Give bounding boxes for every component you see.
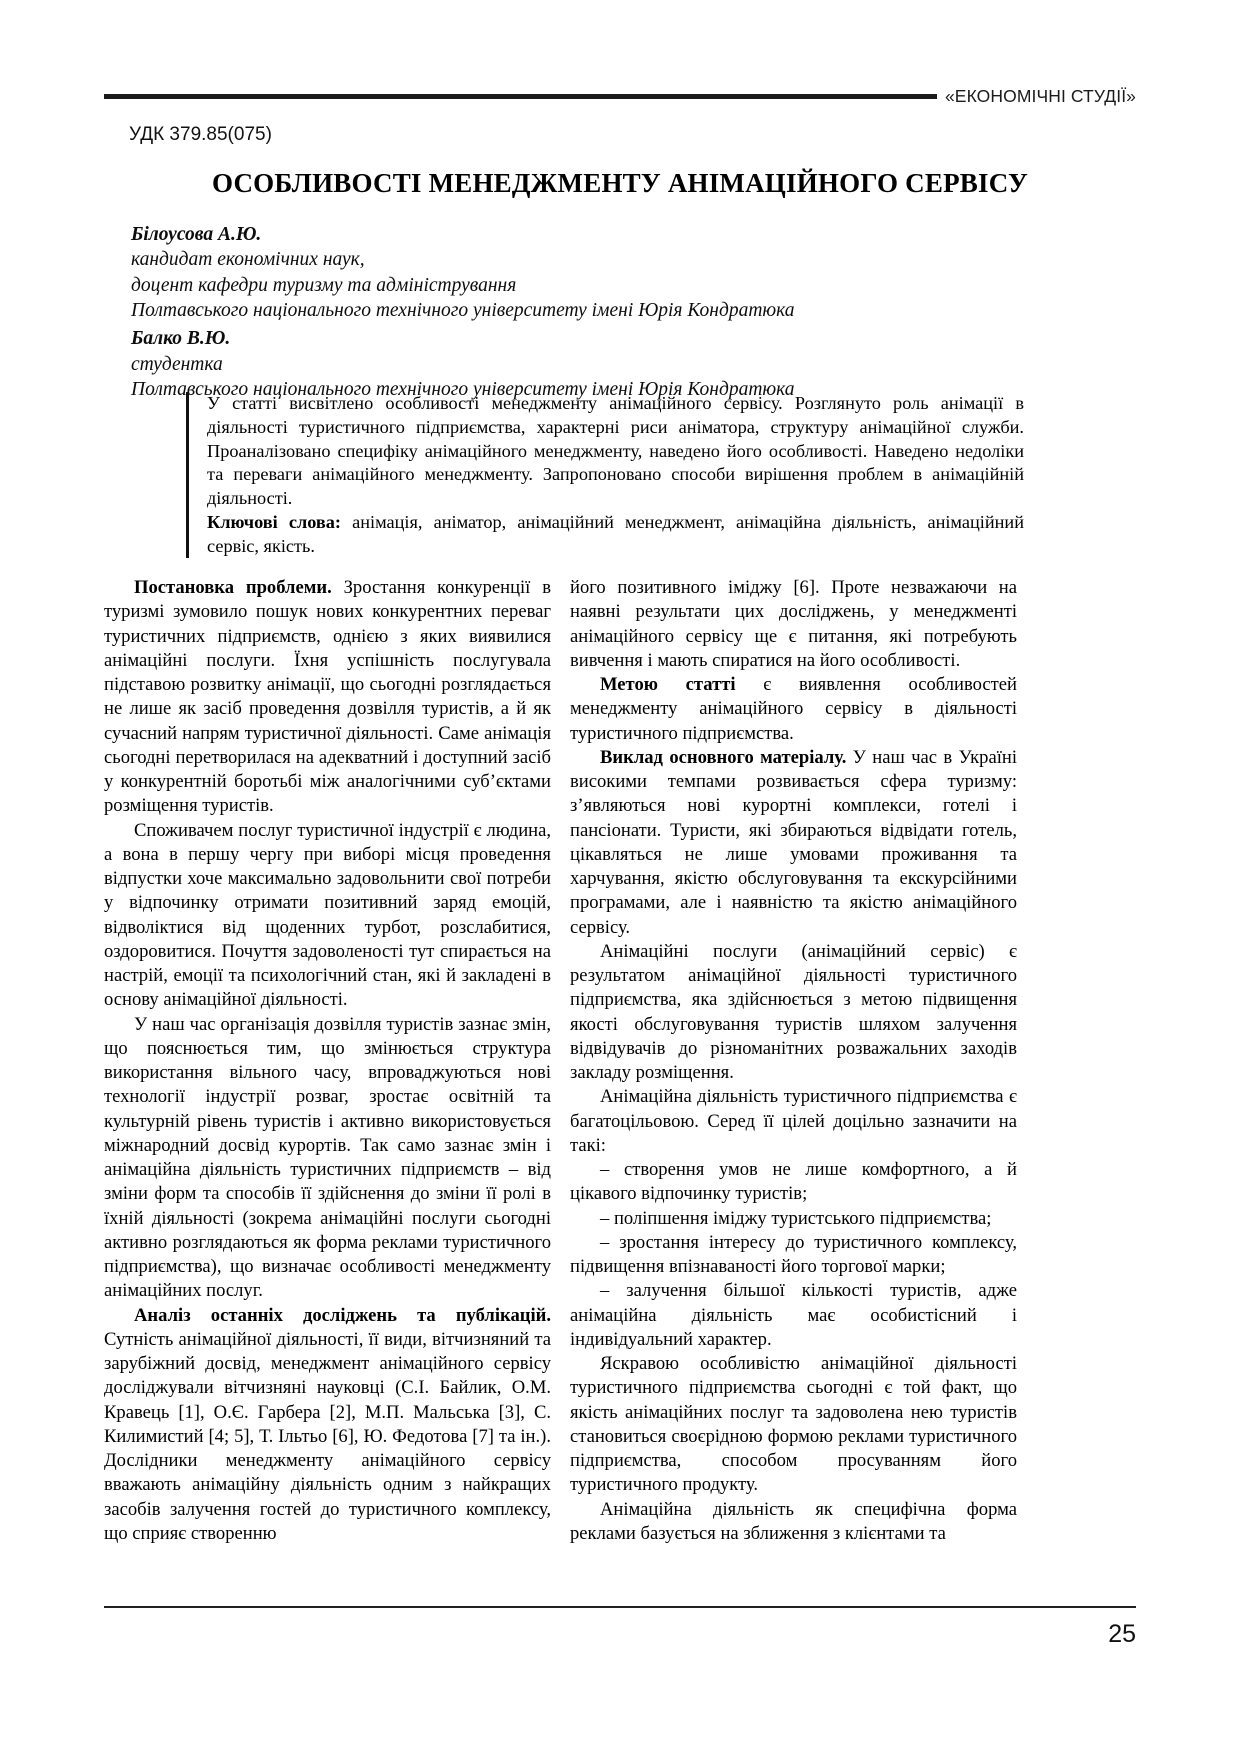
keywords-label: Ключові слова: [207, 511, 341, 532]
author-entry-2 [131, 326, 1131, 402]
paragraph [570, 1352, 1017, 1498]
body-column-right [570, 576, 1017, 1546]
paragraph-text: Анімаційна діяльність як специфічна форма реклами базується на зближення з клієнтами та [570, 1498, 1017, 1544]
paragraph-text: Сутність анімаційної діяльності, її види, вітчизняний та зарубіжний досвід, менеджмент анімаційного сервісу досліджували вітчизняні науковці (С.І. Байлик, О.М. Кравець [1], О.Є. Гарбера [2], М.П. Мальська [3], С. Килимистий [4; 5], Т. Ільтьо [6], Ю. Федотова [7] та ін.). Дослідники менеджменту анімаційного сервісу вважають анімаційну діяльність одним з найкращих засобів залучення гостей до туристичного комплексу, що сприяє створенню [104, 1328, 551, 1544]
paragraph-text: У наш час організація дозвілля туристів зазнає змін, що пояснюється тим, що змінюється структура використання вільного часу, впроваджуються нові технології індустрії розваг, зростає освітній та культурній рівень туристів і активно використовується міжнародний досвід курортів. Так само зазнає змін і анімаційна діяльність туристичних підприємств – від зміни форм та способів її здійснення до зміни її ролі в їхній діяльності (зокрема анімаційні послуги сьогодні активно розглядаються як форма реклами туристичного підприємства), що визначає особливості менеджменту анімаційних послуг. [104, 1013, 551, 1302]
paragraph [570, 940, 1017, 1086]
udc-code: УДК 379.85(075) [129, 124, 272, 145]
author-name: Балко В.Ю. [131, 328, 231, 350]
paragraph-text: Зростання конкуренції в туризмі зумовило пошук нових конкурентних переваг туристичних підприємств, однією з яких виявилися анімаційні послуги. Їхня успішність послугувала підставою розвитку анімації, що сьогодні розглядається не лише як засіб проведення дозвілля туристів, а й як сучасний напрям туристичної діяльності. Саме анімація сьогодні перетворилася на адекватний і доступний засіб у конкурентній боротьбі між аналогічними суб’єктами розміщення туристів. [104, 577, 551, 817]
paragraph-text: У наш час в Україні високими темпами розвивається сфера туризму: з’являються нові курортні комплекси, готелі і пансіонати. Туристи, які збираються відвідати готель, цікавляться не лише умовами проживання та харчування, якістю обслуговування та екскурсійними програмами, але і наявністю та якістю анімаційного сервісу. [570, 746, 1017, 938]
author-entry-1 [131, 222, 1131, 323]
paragraph-text: є виявлення особливостей менеджменту анімаційного сервісу в діяльності туристичного підприємства. [570, 674, 1017, 744]
keywords-text: анімація, аніматор, анімаційний менеджмент, анімаційна діяльність, анімаційний сервіс, якість. [207, 511, 1024, 556]
author-affiliation: Полтавського національного технічного університету імені Юрія Кондратюка [131, 379, 795, 401]
paragraph-heading: Виклад основного матеріалу. [600, 746, 847, 768]
paragraph-text: Анімаційна діяльність туристичного підприємства є багатоцільовою. Серед її цілей доцільно зазначити на такі: [570, 1086, 1017, 1156]
paragraph-text: Анімаційні послуги (анімаційний сервіс) є результатом анімаційної діяльності туристичного підприємства, яка здійснюється з метою підвищення якості обслуговування туристів шляхом залучення відвідувачів до різноманітних розважальних заходів закладу розміщення. [570, 940, 1017, 1083]
list-item-text: – зростання інтересу до туристичного комплексу, підвищення впізнаваності його торгової марки; [570, 1231, 1017, 1277]
list-item [570, 1158, 1017, 1207]
abstract-text: У статті висвітлено особливості менеджменту анімаційного сервісу. Розглянуто роль анімації в діяльності туристичного підприємства, характерні риси аніматора, структуру анімаційної служби. Проаналізовано специфіку анімаційного менеджменту, наведено його особливості. Наведено недоліки та переваги анімаційного менеджменту. Запропоновано способи вирішення проблем в анімаційній діяльності. [207, 393, 1024, 509]
paragraph-heading: Метою статті [600, 674, 736, 695]
article-title: ОСОБЛИВОСТІ МЕНЕДЖМЕНТУ АНІМАЦІЙНОГО СЕРВІСУ [211, 168, 1029, 198]
paragraph-heading: Аналіз останніх досліджень та публікацій. [134, 1304, 551, 1326]
author-name: Білоусова А.Ю. [131, 224, 262, 245]
paragraph [104, 819, 551, 1013]
paragraph-heading: Постановка проблеми. [134, 577, 332, 598]
paragraph [570, 1498, 1017, 1547]
page-number: 25 [1108, 1620, 1136, 1648]
running-head-rule [104, 94, 937, 99]
running-head [104, 78, 1136, 106]
paragraph [570, 673, 1017, 746]
list-item [570, 1279, 1017, 1352]
author-role-line-1: студентка [131, 353, 223, 375]
paragraph [104, 576, 551, 819]
paragraph-text: його позитивного іміджу [6]. Проте незважаючи на наявні результати цих досліджень, у менеджменті анімаційного сервісу ще є питання, які потребують вивчення і мають спиратися на його особливості. [570, 577, 1017, 671]
author-affiliation: Полтавського національного технічного університету імені Юрія Кондратюка [131, 300, 795, 322]
list-item-text: – створення умов не лише комфортного, а й цікавого відпочинку туристів; [570, 1159, 1017, 1205]
author-role-line-1: кандидат економічних наук, [131, 249, 365, 271]
paragraph-text: Яскравою особливістю анімаційної діяльності туристичного підприємства сьогодні є той факт, що якість анімаційних послуг та задоволена нею туристів становиться своєрідною формою реклами туристичного підприємства, способом просуванням його туристичного продукту. [570, 1353, 1017, 1496]
journal-name: «ЕКОНОМІЧНІ СТУДІЇ» [944, 85, 1136, 106]
paragraph [570, 746, 1017, 940]
list-item-text: – поліпшення іміджу туристського підприємства; [600, 1207, 992, 1229]
paragraph [570, 1085, 1017, 1158]
paragraph [104, 1304, 551, 1547]
paragraph-text: Споживачем послуг туристичної індустрії є людина, а вона в першу чергу при виборі місця проведення відпустки хоче максимально задовольнити свої потреби у відпочинку отримати позитивний заряд емоцій, відволіктися від щоденних турбот, розслабитися, оздоровитися. Почуття задоволеності тут спирається на настрій, емоції та психологічний стан, які й закладені в основу анімаційної діяльності. [104, 819, 551, 1011]
body-column-left [104, 576, 551, 1546]
paragraph [104, 1013, 551, 1304]
list-item [570, 1207, 1017, 1231]
list-item-text: – залучення більшої кількості туристів, адже анімаційна діяльність має особистісний і індивідуальний характер. [570, 1280, 1017, 1350]
author-block [131, 222, 1131, 402]
abstract-block [186, 392, 1024, 558]
paragraph [570, 576, 1017, 673]
footer-rule [104, 1606, 1136, 1608]
keywords-line [207, 511, 1024, 559]
list-item [570, 1231, 1017, 1280]
author-role-line-2: доцент кафедри туризму та адміністрування [131, 274, 517, 296]
